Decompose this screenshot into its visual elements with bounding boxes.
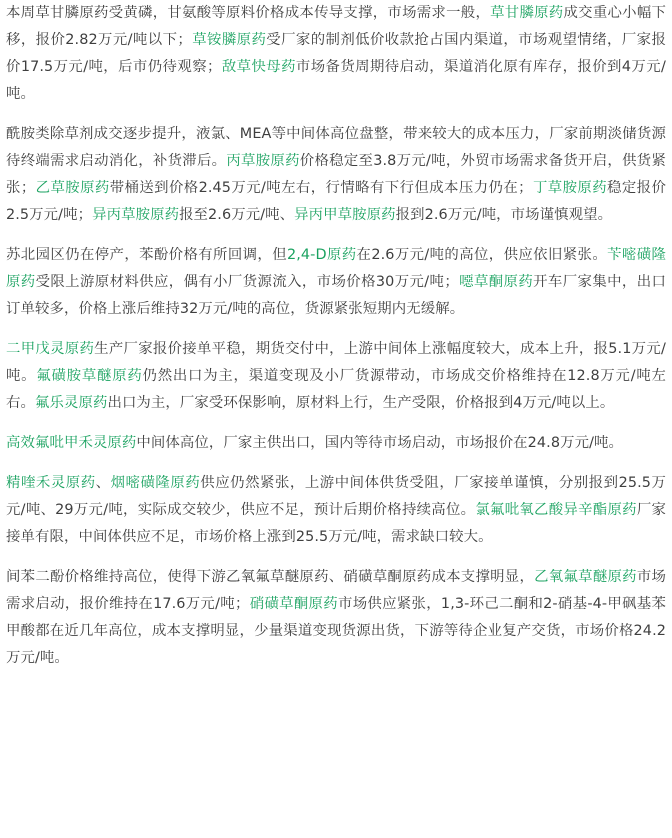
product-name-highlight: 氟磺胺草醚原药 [36,368,143,384]
paragraph-text: 仍然出口为主，渠道变现及小厂货源带动，市场成交价格维持在12.8万元/吨左右。 [6,368,667,411]
product-name-highlight: 2,4-D原药 [287,247,357,263]
product-name-highlight: 烟嘧磺隆原药 [110,475,201,491]
paragraph-text: 酰胺类除草剂成交逐步提升，液氯、MEA等中间体高位盘整，带来较大的成本压力，厂家前期淡储货源待终端需求启动消化，补货滞后。 [6,126,666,169]
paragraph-glyphosate [6,0,666,108]
paragraph-text: 中间体高位，厂家主供出口，国内等待市场启动，市场报价在24.8万元/吨。 [136,435,624,451]
product-name-highlight: 高效氟吡甲禾灵原药 [6,435,137,451]
paragraph-haloxyfop [6,430,666,457]
paragraph-text: 出口为主，厂家受环保影响，原材料上行，生产受限，价格报到4万元/吨以上。 [107,395,615,411]
paragraph-subei-park [6,242,666,323]
paragraph-text: 间苯二酚价格维持高位，使得下游乙氧氟草醚原药、硝磺草酮原药成本支撑明显， [6,569,535,585]
paragraph-text: 报至2.6万元/吨、 [179,207,295,223]
paragraph-amide-herbicides [6,121,666,229]
product-name-highlight: 乙草胺原药 [35,180,110,196]
paragraph-text: 受厂家的制剂低价收款抢占国内渠道，市场观望情绪，厂家报价17.5万元/吨，后市仍待观察； [6,32,666,75]
product-name-highlight: 精喹禾灵原药 [6,475,96,491]
product-name-highlight: 氟乐灵原药 [34,395,108,411]
paragraph-text: 受限上游原材料供应，偶有小厂货源流入，市场价格30万元/吨； [35,274,459,290]
product-name-highlight: 丙草胺原药 [226,153,300,169]
paragraph-text: 苏北园区仍在停产，苯酚价格有所回调，但 [6,247,287,263]
product-name-highlight: 乙氧氟草醚原药 [534,569,637,585]
paragraph-resorcinol [6,564,666,672]
product-name-highlight: 氯氟吡氧乙酸异辛酯原药 [475,502,637,518]
paragraph-text: 成交重心小幅下移，报价2.82万元/吨以下； [6,5,666,48]
paragraph-quizalofop [6,470,666,551]
paragraph-text: 市场备货周期待启动，渠道消化原有库存，报价到4万元/吨。 [6,59,666,102]
paragraph-text: 供应仍然紧张，上游中间体供货受阻，厂家接单谨慎，分别报到25.5万元/吨、29万元/吨，实际成交较少，供应不足，预计后期价格持续高位。 [6,475,667,518]
paragraph-pendimethalin [6,336,666,417]
product-name-highlight: 丁草胺原药 [532,180,608,196]
paragraph-text: 在2.6万元/吨的高位，供应依旧紧张。 [356,247,608,263]
paragraph-text: 、 [95,475,111,491]
paragraph-text: 带桶送到价格2.45万元/吨左右，行情略有下行但成本压力仍在； [109,180,533,196]
product-name-highlight: 二甲戊灵原药 [6,341,95,357]
paragraph-text: 厂家接单有限，中间体供应不足，市场价格上涨到25.5万元/吨，需求缺口较大。 [6,502,666,545]
paragraph-text: 市场供应紧张，1,3-环己二酮和2-硝基-4-甲砜基苯甲酸都在近几年高位，成本支撑明显，少量渠道变现货源出货，下游等待企业复产交货，市场价格24.2万元/吨。 [6,596,667,666]
product-name-highlight: 敌草快母药 [221,59,296,75]
product-name-highlight: 噁草酮原药 [458,274,534,290]
paragraph-text: 本周草甘膦原药受黄磷，甘氨酸等原料价格成本传导支撑，市场需求一般， [6,5,491,21]
paragraph-text: 稳定报价2.5万元/吨； [6,180,666,223]
paragraph-text: 生产厂家报价接单平稳，期货交付中，上游中间体上涨幅度较大，成本上升，报5.1万元/吨。 [6,341,666,384]
paragraph-text: 报到2.6万元/吨，市场谨慎观望。 [395,207,613,223]
paragraph-text: 开车厂家集中，出口订单较多，价格上涨后维持32万元/吨的高位，货源紧张短期内无缓解。 [6,274,666,317]
product-name-highlight: 草铵膦原药 [191,32,267,48]
product-name-highlight: 异丙草胺原药 [92,207,180,223]
paragraph-text: 价格稳定至3.8万元/吨，外贸市场需求备货开启，供货紧张； [6,153,666,196]
product-name-highlight: 异丙甲草胺原药 [294,207,396,223]
product-name-highlight: 硝磺草酮原药 [249,596,338,612]
product-name-highlight: 苄嘧磺隆原药 [6,247,666,290]
paragraph-text: 市场需求启动，报价维持在17.6万元/吨； [6,569,667,612]
product-name-highlight: 草甘膦原药 [490,5,564,21]
